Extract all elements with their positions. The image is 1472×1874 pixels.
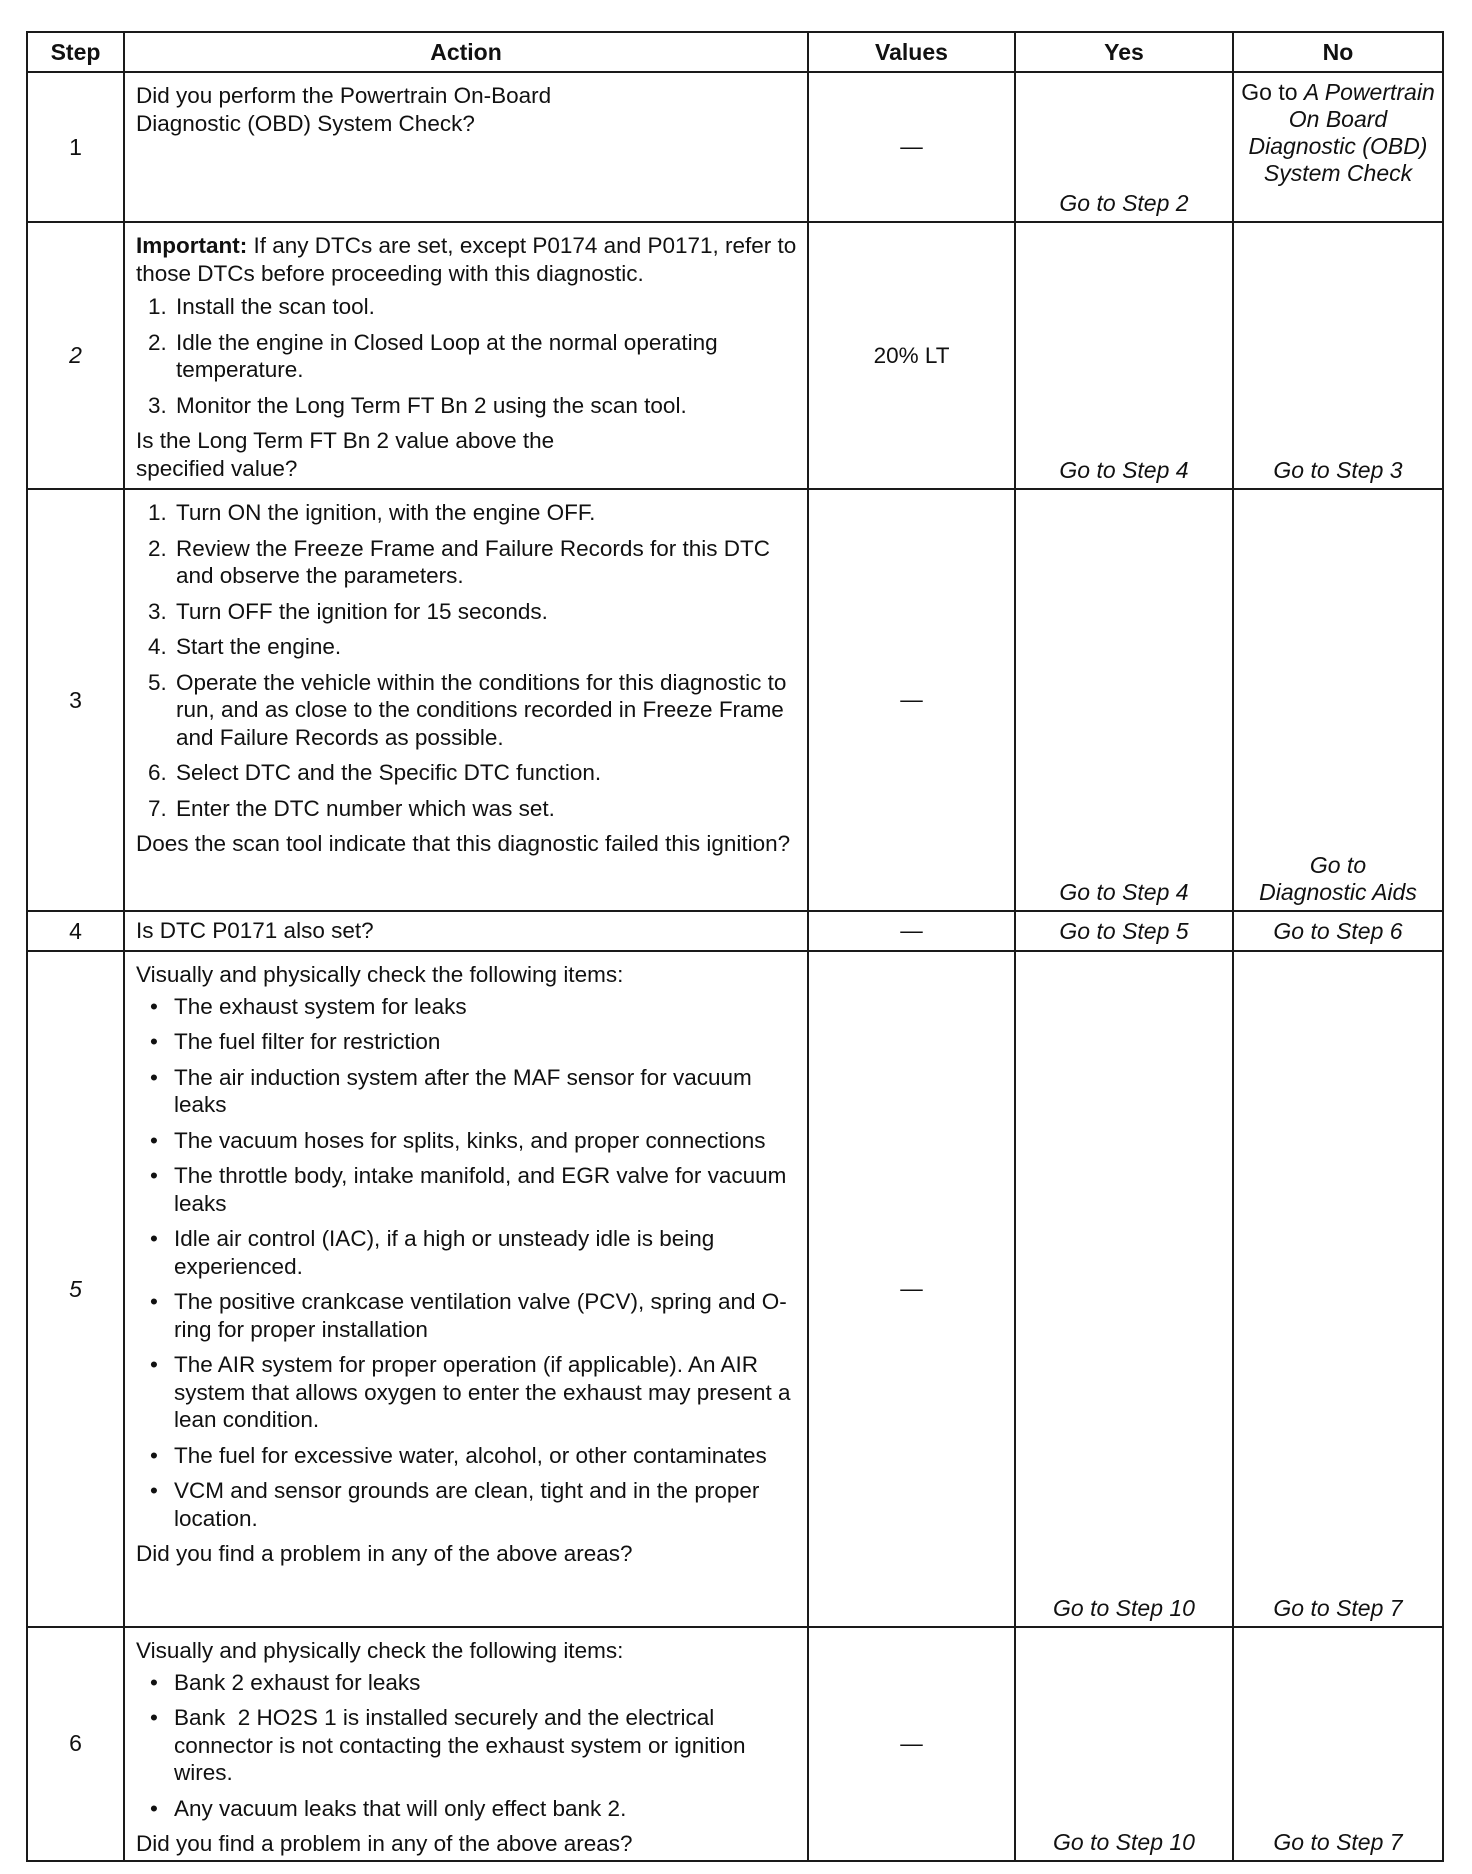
table-row-step-2 [27,222,1443,489]
item-text: Operate the vehicle within the conditions for this diagnostic to run, and as close to the conditions recorded in Freeze Frame and Failure Records as possible. [176,669,787,750]
check-list [136,1669,799,1823]
important-note [136,232,799,287]
bullet-icon: • [150,1442,158,1468]
item-text: The air induction system after the MAF sensor for vacuum leaks [174,1064,752,1117]
step-number: 1 [27,72,124,222]
check-list [136,993,799,1533]
list-item [136,1795,799,1823]
question-text: Does the scan tool indicate that this diagnostic failed this ignition? [136,831,791,856]
item-text: Review the Freeze Frame and Failure Records for this DTC and observe the parameters. [176,535,770,588]
no-cell: Go to Step 7 [1233,1627,1443,1861]
list-item [136,1351,799,1434]
header-no: No [1233,32,1443,72]
no-cell: Go to Step 7 [1233,951,1443,1627]
table-row-step-3 [27,489,1443,911]
step-number: 5 [27,951,124,1627]
action-cell [124,72,808,222]
item-number: 1. [148,500,167,525]
no-prefix: Go to [1241,79,1304,105]
list-item [136,1288,799,1343]
bullet-icon: • [150,1478,158,1503]
intro-text: Visually and physically check the following items: [136,1638,624,1663]
question-text: Did you find a problem in any of the above areas? [136,1831,633,1856]
list-item [136,1127,799,1155]
item-text: The positive crankcase ventilation valve (PCV), spring and O-ring for proper installation [174,1289,787,1342]
values-cell: — [808,72,1015,222]
item-number: 6. [148,760,167,785]
table-row-step-6 [27,1627,1443,1861]
header-values: Values [808,32,1015,72]
header-action: Action [124,32,808,72]
item-text: Turn OFF the ignition for 15 seconds. [176,598,548,624]
list-item [136,1225,799,1280]
step-list [136,293,799,419]
item-text: The exhaust system for leaks [174,993,467,1019]
bullet-icon: • [150,1352,158,1377]
list-item [136,795,799,823]
values-cell: — [808,951,1015,1627]
values-cell: — [808,489,1015,911]
action-cell [124,951,808,1627]
list-item [136,1669,799,1697]
yes-cell: Go to Step 5 [1015,911,1233,951]
item-number: 4. [148,634,167,659]
list-item [136,1477,799,1532]
list-item [136,499,799,527]
item-number: 2. [148,535,167,561]
step-list [136,499,799,822]
step-number: 3 [27,489,124,911]
yes-cell: Go to Step 10 [1015,1627,1233,1861]
bullet-icon: • [150,1795,158,1821]
item-text: Idle air control (IAC), if a high or unsteady idle is being experienced. [174,1226,715,1279]
item-number: 2. [148,329,167,355]
list-item [136,1028,799,1056]
list-item [136,669,799,752]
bullet-icon: • [150,1064,158,1090]
yes-cell: Go to Step 2 [1015,72,1233,222]
yes-cell: Go to Step 10 [1015,951,1233,1627]
item-text: Install the scan tool. [176,294,375,319]
item-text: Select DTC and the Specific DTC function. [176,760,602,785]
no-cell: Go to Step 3 [1233,222,1443,489]
header-step: Step [27,32,124,72]
header-yes: Yes [1015,32,1233,72]
step-number: 6 [27,1627,124,1861]
no-link-text: A Powertrain On Board Diagnostic (OBD) System Check [1248,79,1435,186]
item-text: Bank 2 exhaust for leaks [174,1669,421,1695]
question-text: Is the Long Term FT Bn 2 value above the specified value? [136,428,555,481]
header-row [27,32,1443,72]
no-cell [1233,72,1443,222]
item-text: Turn ON the ignition, with the engine OFF. [176,500,596,525]
item-text: Any vacuum leaks that will only effect bank 2. [174,1795,627,1821]
action-cell: Is DTC P0171 also set? [124,911,808,951]
intro-text: Visually and physically check the following items: [136,962,624,987]
step-number: 2 [27,222,124,489]
bullet-icon: • [150,1289,158,1314]
list-item [136,1442,799,1470]
bullet-icon: • [150,993,158,1019]
yes-cell: Go to Step 4 [1015,489,1233,911]
bullet-icon: • [150,1127,158,1153]
step-number: 4 [27,911,124,951]
item-number: 7. [148,795,167,821]
item-number: 1. [148,294,167,319]
important-label: Important: [136,233,248,258]
list-item [136,759,799,787]
values-cell: 20% LT [808,222,1015,489]
list-item [136,329,799,384]
action-cell [124,1627,808,1861]
no-cell: Go to Step 6 [1233,911,1443,951]
values-cell: — [808,911,1015,951]
list-item [136,293,799,321]
item-text: The AIR system for proper operation (if applicable). An AIR system that allows oxygen to enter the exhaust may present a lean condition. [174,1352,791,1432]
item-text: VCM and sensor grounds are clean, tight and in the proper location. [174,1478,760,1531]
item-number: 3. [148,598,167,624]
item-text: The throttle body, intake manifold, and EGR valve for vacuum leaks [174,1163,787,1216]
important-text: If any DTCs are set, except P0174 and P0171, refer to those DTCs before proceeding with this diagnostic. [136,233,797,286]
no-cell: Go to Diagnostic Aids [1233,489,1443,911]
list-item [136,633,799,661]
list-item [136,598,799,626]
item-text: Enter the DTC number which was set. [176,795,555,821]
item-text: The fuel for excessive water, alcohol, or other contaminates [174,1442,767,1468]
table-row-step-4 [27,911,1443,951]
bullet-icon: • [150,1705,158,1730]
bullet-icon: • [150,1163,158,1188]
list-item [136,392,799,420]
table-row-step-5 [27,951,1443,1627]
item-text: Idle the engine in Closed Loop at the normal operating temperature. [176,329,718,382]
item-number: 3. [148,392,167,418]
item-text: Bank 2 HO2S 1 is installed securely and the electrical connector is not contacting the exhaust system or ignition wires. [174,1705,752,1785]
action-cell [124,222,808,489]
action-text: Did you perform the Powertrain On-Board Diagnostic (OBD) System Check? [136,83,552,136]
diagnostic-table [26,31,1444,1862]
list-item [136,993,799,1021]
values-cell: — [808,1627,1015,1861]
yes-cell: Go to Step 4 [1015,222,1233,489]
item-number: 5. [148,669,167,695]
list-item [136,535,799,590]
table-row-step-1 [27,72,1443,222]
bullet-icon: • [150,1226,158,1251]
item-text: Start the engine. [176,634,342,659]
list-item [136,1704,799,1787]
list-item [136,1162,799,1217]
item-text: The fuel filter for restriction [174,1029,441,1054]
item-text: Monitor the Long Term FT Bn 2 using the scan tool. [176,392,687,418]
bullet-icon: • [150,1029,158,1054]
question-text: Did you find a problem in any of the above areas? [136,1541,633,1566]
bullet-icon: • [150,1669,158,1695]
list-item [136,1064,799,1119]
item-text: The vacuum hoses for splits, kinks, and proper connections [174,1127,766,1153]
action-cell [124,489,808,911]
